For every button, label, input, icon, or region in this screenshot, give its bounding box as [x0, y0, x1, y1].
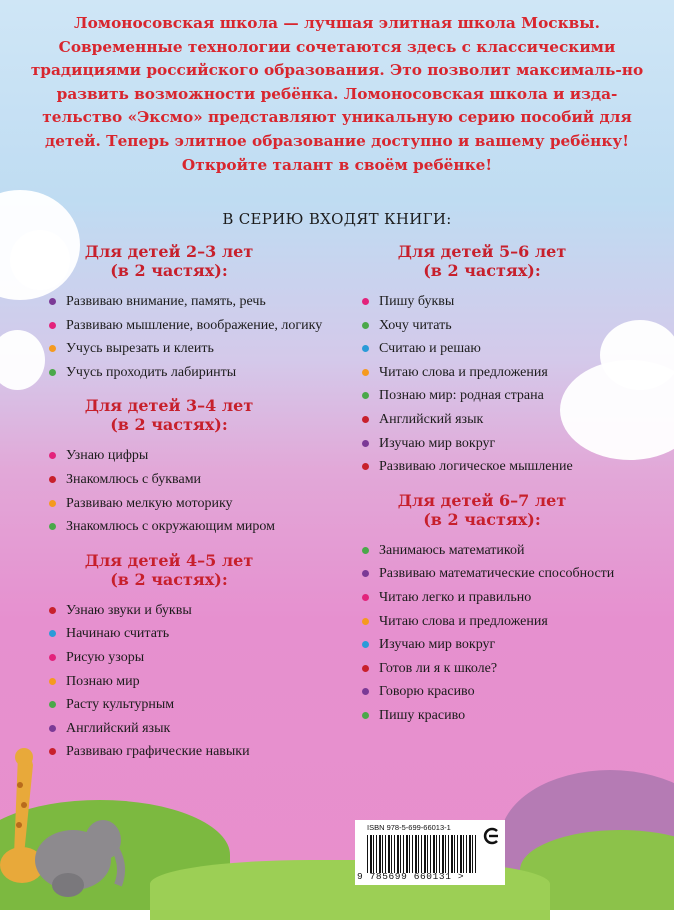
section-3-4-title: Для детей 3–4 лет: [84, 396, 254, 416]
section-6-7-subtitle: (в 2 частях):: [423, 509, 541, 529]
right-column: [362, 242, 662, 728]
left-column: [49, 242, 339, 764]
list-item: [362, 704, 662, 728]
list-item-label: Пишу красиво: [379, 707, 466, 723]
list-item: [362, 290, 662, 314]
list-item: [49, 468, 339, 492]
section-3-4-list: [49, 444, 339, 538]
isbn-barcode-block: [355, 820, 505, 885]
barcode: [367, 835, 477, 873]
bullet-icon: [362, 463, 369, 470]
list-item-label: Расту культурным: [66, 697, 175, 713]
list-item: [49, 337, 339, 361]
list-item-label: Считаю и решаю: [379, 341, 481, 357]
bullet-icon: [362, 322, 369, 329]
list-item-label: Познаю мир: [66, 673, 140, 689]
list-item-label: Пишу буквы: [379, 294, 455, 309]
section-4-5-list: [49, 599, 339, 764]
list-item: [49, 622, 339, 646]
isbn-label: ISBN 978-5-699-66013-1: [367, 823, 451, 832]
bullet-icon: [49, 748, 56, 755]
intro-paragraph: Ломоносовская школа — лучшая элитная школа Москвы. Современные технологии сочетаются здесь с классическими традициями российского образования. Это позволит максималь-но развить возможности ребёнка. Ломоносовская школа и изда-тельство «Эксмо» представляют уникальную серию пособий для детей. Теперь элитное образование доступно и вашему ребёнку! Откройте талант в своём ребёнке!: [30, 14, 644, 174]
list-item: [362, 657, 662, 681]
list-item: [362, 680, 662, 704]
list-item: [49, 693, 339, 717]
list-item: [362, 562, 662, 586]
bullet-icon: [49, 701, 56, 708]
elephant-illustration: [28, 805, 128, 898]
list-item-label: Читаю слова и предложения: [379, 613, 548, 629]
section-2-3-list: [49, 290, 339, 384]
bullet-icon: [49, 678, 56, 685]
list-item: [362, 314, 662, 338]
bullet-icon: [49, 345, 56, 352]
list-item: [362, 610, 662, 634]
bullet-icon: [362, 665, 369, 672]
bullet-icon: [49, 630, 56, 637]
bullet-icon: [362, 712, 369, 719]
list-item-label: Английский язык: [379, 411, 484, 427]
list-item: [49, 515, 339, 539]
list-item: [49, 646, 339, 670]
list-item-label: Познаю мир: родная страна: [379, 388, 544, 404]
section-4-5-subtitle: (в 2 частях):: [110, 569, 228, 589]
bullet-icon: [362, 547, 369, 554]
list-item: [49, 599, 339, 623]
list-item: [49, 290, 339, 314]
list-item-label: Развиваю мышление, воображение, логику: [66, 317, 323, 333]
bullet-icon: [362, 440, 369, 447]
list-item: [362, 408, 662, 432]
list-item-label: Узнаю звуки и буквы: [66, 602, 192, 618]
section-6-7-title: Для детей 6–7 лет: [397, 490, 567, 510]
section-5-6-subtitle: (в 2 частях):: [423, 261, 541, 280]
list-item: [362, 361, 662, 385]
list-item-label: Развиваю внимание, память, речь: [66, 294, 266, 309]
section-3-4-subtitle: (в 2 частях):: [110, 415, 228, 435]
list-item-label: Развиваю логическое мышление: [379, 459, 573, 475]
list-item-label: Узнаю цифры: [66, 448, 149, 464]
list-item: [49, 314, 339, 338]
list-item: [362, 539, 662, 563]
list-item-label: Хочу читать: [379, 317, 452, 333]
list-item-label: Изучаю мир вокруг: [379, 637, 496, 653]
section-3-4-heading: [49, 396, 289, 434]
section-5-6-heading: [362, 242, 602, 280]
bullet-icon: [362, 392, 369, 399]
section-2-3-subtitle: (в 2 частях):: [110, 261, 228, 280]
list-item-label: Читаю слова и предложения: [379, 364, 548, 380]
list-item-label: Учусь проходить лабиринты: [66, 364, 237, 380]
list-item-label: Рисую узоры: [66, 649, 145, 665]
list-item: [362, 586, 662, 610]
list-item-label: Читаю легко и правильно: [379, 589, 532, 605]
list-item-label: Говорю красиво: [379, 684, 475, 700]
list-item-label: Развиваю графические навыки: [66, 744, 250, 760]
bullet-icon: [49, 369, 56, 376]
bullet-icon: [362, 570, 369, 577]
bullet-icon: [49, 523, 56, 530]
section-6-7-list: [362, 539, 662, 728]
list-item: [362, 633, 662, 657]
list-item-label: Знакомлюсь с окружающим миром: [66, 519, 276, 535]
section-4-5-heading: [49, 551, 289, 589]
bullet-icon: [49, 500, 56, 507]
section-5-6-list: [362, 290, 662, 479]
list-item: [49, 740, 339, 764]
list-item-label: Готов ли я к школе?: [379, 660, 498, 676]
series-heading: В СЕРИЮ ВХОДЯТ КНИГИ:: [222, 210, 452, 228]
bullet-icon: [362, 618, 369, 625]
bullet-icon: [49, 607, 56, 614]
bullet-icon: [362, 416, 369, 423]
bullet-icon: [362, 594, 369, 601]
bullet-icon: [362, 345, 369, 352]
list-item: [49, 444, 339, 468]
list-item-label: Развиваю мелкую моторику: [66, 495, 233, 511]
list-item-label: Английский язык: [66, 720, 171, 736]
bullet-icon: [49, 322, 56, 329]
bullet-icon: [362, 298, 369, 305]
bullet-icon: [49, 476, 56, 483]
barcode-number: 9 785699 660131 >: [357, 871, 465, 882]
list-item-label: Начинаю считать: [66, 626, 170, 642]
list-item-label: Изучаю мир вокруг: [379, 435, 496, 451]
list-item: [362, 455, 662, 479]
bullet-icon: [49, 452, 56, 459]
list-item-label: Развиваю математические способности: [379, 566, 615, 582]
list-item: [49, 717, 339, 741]
list-item: [362, 337, 662, 361]
bullet-icon: [49, 725, 56, 732]
list-item: [49, 492, 339, 516]
bullet-icon: [362, 688, 369, 695]
bullet-icon: [362, 641, 369, 648]
section-2-3-title: Для детей 2–3 лет: [84, 242, 254, 261]
bullet-icon: [49, 298, 56, 305]
list-item: [49, 361, 339, 385]
section-6-7-heading: [362, 491, 602, 529]
bullet-icon: [362, 369, 369, 376]
section-2-3-heading: [49, 242, 289, 280]
bullet-icon: [49, 654, 56, 661]
list-item-label: Занимаюсь математикой: [379, 542, 525, 558]
list-item: [362, 432, 662, 456]
section-5-6-title: Для детей 5–6 лет: [397, 242, 567, 261]
list-item: [362, 384, 662, 408]
list-item: [49, 670, 339, 694]
eksmo-logo-icon: [483, 826, 501, 846]
section-4-5-title: Для детей 4–5 лет: [84, 550, 254, 570]
list-item-label: Учусь вырезать и клеить: [66, 341, 214, 357]
list-item-label: Знакомлюсь с буквами: [66, 471, 202, 487]
